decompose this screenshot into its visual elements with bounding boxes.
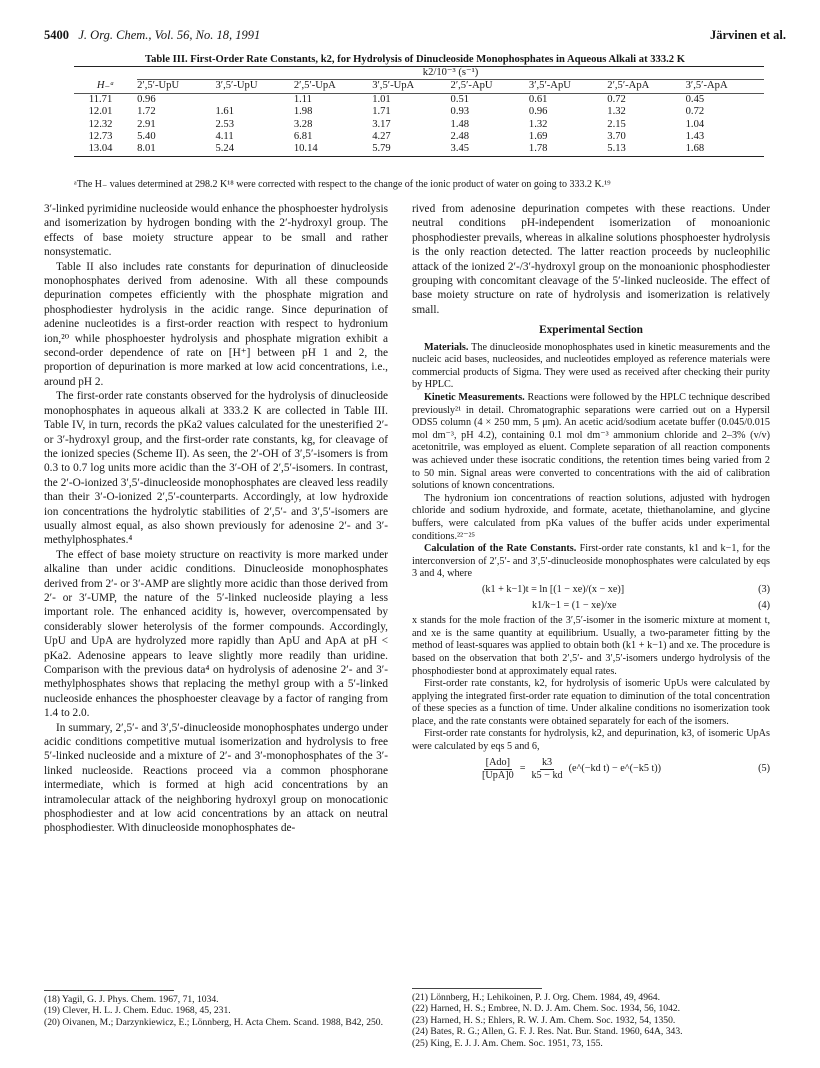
table-cell: 1.68 bbox=[686, 143, 764, 156]
running-authors: Järvinen et al. bbox=[709, 28, 786, 42]
reference-item: (18) Yagil, G. J. Phys. Chem. 1967, 71, 1034. bbox=[44, 994, 219, 1005]
eq5-lhs-denominator: [UpA]0 bbox=[482, 770, 514, 782]
after-equation-paragraph: x stands for the mole fraction of the 3′,5′-isomer in the isomeric mixture at moment t, and xe is the same quantity at equilibrium. Usually, a two-parameter fitting by the method of least-squares was applied to obtain both (k1 + k−1) and xe. The procedure is based on the observation that both 2′,5′- and 3′,5′-isomers undergo hydrolysis of the phosphodiester bond at approximately equal rates. bbox=[412, 615, 770, 677]
equation-5-number: (5) bbox=[758, 763, 770, 775]
eq5-lhs-numerator: [Ado] bbox=[484, 757, 512, 771]
cell-h: 12.01 bbox=[88, 106, 113, 118]
eq5-rhs-denominator: k5 − kd bbox=[531, 770, 563, 782]
table-cell: 1.32 bbox=[607, 106, 626, 118]
reference-item: (20) Oivanen, M.; Darzynkiewicz, E.; Lönnberg, H. Acta Chem. Scand. 1988, B42, 250. bbox=[44, 1016, 383, 1028]
page-number: 5400 bbox=[44, 28, 69, 42]
table-cell: 0.45 bbox=[685, 93, 705, 105]
reference-item: (23) Harned, H. S.; Ehlers, R. W. J. Am. Chem. Soc. 1932, 54, 1350. bbox=[412, 1014, 676, 1026]
table-cell: 3.45 bbox=[451, 143, 529, 156]
table-cell: 0.93 bbox=[450, 106, 470, 118]
table-cell: 1.78 bbox=[529, 143, 607, 156]
body-paragraph: The first-order rate constants observed for the hydrolysis of dinucleoside monophosphates in aqueous alkali at 333.2 K are collected in Table III. Table IV, in turn, records the pKa2 values calculated for the unesterified 2′- or 3′-hydroxyl group, and the first-order rate constants, kg, for cleavage of the ionized species (Scheme II). As seen, the 2′-OH of 3′,5′-isomers is from 0.3 to 0.7 log units more acidic than the 3′-OH of 2′,5′-isomers. In contrast, the 2′-O-ionized 3′,5′-dinucleoside monophosphates are cleaved less readily than their 3′-O-ionized 2′,5′-counterparts. Accordingly, at low hydroxide ion concentrations the hydrolytic stabilities of 2′,5′- and 3′,5′-isomers are usually almost equal, as also shown previously for adenosine 2′- and 3′-methylphosphates.⁴ bbox=[44, 390, 388, 547]
cell-h: 11.71 bbox=[88, 93, 113, 105]
cell-h: 12.32 bbox=[88, 118, 113, 130]
table-header-row bbox=[74, 80, 764, 93]
materials-text: The dinucleoside monophosphates used in kinetic measurements and the nucleic acid bases, nucleosides, and nucleotides employed as reference materials were commercial products of Sigma. They were used as received after checking their purity by HPLC. bbox=[412, 341, 770, 391]
table-cell: 3.70 bbox=[607, 131, 626, 143]
table-row bbox=[74, 131, 764, 143]
table-cell: 0.96 bbox=[528, 106, 548, 118]
reference-item: (22) Harned, H. S.; Embree, N. D. J. Am. Chem. Soc. 1934, 56, 1042. bbox=[412, 1003, 681, 1015]
materials-heading: Materials. bbox=[424, 341, 469, 353]
equation-3 bbox=[412, 584, 770, 597]
table-cell: 0.72 bbox=[607, 93, 626, 105]
kinetic-paragraph bbox=[412, 392, 770, 493]
page-header bbox=[44, 28, 786, 46]
body-paragraph: In summary, 2′,5′- and 3′,5′-dinucleoside monophosphates undergo under acidic conditions competitive mutual isomerization and hydrolysis to free 5′-linked nucleoside and a mixture of 2′- and 3′-monophosphates of the 3′-linked nucleoside. Reactions proceed via a common phosphorane intermediate, which is formed at high acid concentrations by an intramolecular attack of the neighboring hydroxyl group on monocationic phosphodiester and at low acid concentrations by an attack on neutral phosphodiester. With dinucleoside monophosphates de- bbox=[44, 721, 388, 835]
table-cell: 6.81 bbox=[293, 131, 313, 143]
table-cell: 2.53 bbox=[215, 118, 235, 130]
table-cell: 1.72 bbox=[137, 106, 156, 118]
table-cell: 1.71 bbox=[372, 106, 391, 118]
reference-item: (19) Clever, H. L. J. Chem. Educ. 1968, 45, 231. bbox=[44, 1005, 231, 1017]
eq5-rhs-numerator: k3 bbox=[540, 757, 554, 771]
table-cell: 2.91 bbox=[137, 118, 156, 130]
hydronium-paragraph: The hydronium ion concentrations of reaction solutions, adjusted with hydrogen chloride and sodium hydroxide, and formate, acetate, thiethanolamine, and glycine buffers, were calculated from pKa values of the buffer acids under experimental conditions.²²⁻²⁵ bbox=[412, 492, 770, 542]
col-header: 3′,5′-UpA bbox=[372, 80, 450, 93]
footnote-references-left bbox=[44, 982, 388, 1028]
col-header: 3′,5′-UpU bbox=[215, 80, 293, 93]
body-paragraph: 3′-linked pyrimidine nucleoside would enhance the phosphoester hydrolysis and isomerization by hydrogen bonding with the 2′-hydroxyl group. The effects of base moiety structure appear to be small and rather nonsystematic. bbox=[44, 203, 388, 259]
left-column bbox=[44, 202, 388, 836]
kinetic-text: Reactions were followed by the HPLC technique described previously²¹ in detail. Chromatographic separations were carried out on a Hypersil ODS5 column (4 × 250 mm, 5 μm). An acetic acid/sodium acetate buffer (0.045/0.015 mol dm⁻³, pH 4.2), containing 0.1 mol dm⁻³ ammonium chloride and 2–3% (v/v) acetonitrile, was employed as eluent. Complete separation of all reaction components was achieved under these isocratic conditions, the retention times being varied from 2 to 50 min. Signal areas were converted to concentrations with the aid of calibration solutions of known concentrations. bbox=[412, 392, 770, 492]
experimental-body bbox=[412, 342, 770, 783]
equation-4-expression: k1/k−1 = (1 − xe)/xe bbox=[532, 599, 617, 611]
table-row bbox=[74, 119, 764, 131]
reference-item: (24) Bates, R. G.; Allen, G. F. J. Res. Nat. Bur. Stand. 1960, 64A, 343. bbox=[412, 1026, 683, 1038]
table-body bbox=[74, 93, 764, 156]
table-cell: 0.96 bbox=[137, 93, 156, 105]
table-cell: 0.51 bbox=[450, 93, 470, 105]
equation-5-expression bbox=[482, 757, 661, 783]
equation-5 bbox=[412, 757, 770, 783]
right-column bbox=[412, 202, 770, 786]
table-cell: 4.27 bbox=[372, 131, 391, 143]
col-header: 3′,5′-ApA bbox=[686, 80, 764, 93]
kinetic-heading: Kinetic Measurements. bbox=[424, 392, 525, 404]
table-cell: 1.61 bbox=[215, 106, 235, 118]
header-left bbox=[44, 28, 260, 43]
equation-4-number: (4) bbox=[758, 599, 770, 611]
footnote-rule bbox=[44, 990, 174, 991]
rate-constant-table bbox=[74, 66, 764, 157]
table-cell: 4.11 bbox=[215, 131, 234, 143]
table-cell: 8.01 bbox=[137, 143, 215, 156]
body-paragraph: Table II also includes rate constants for depurination of dinucleoside monophosphates derived from adenosine. With all these compounds depurination competes efficiently with the phosphate migration and phosphodiester hydrolysis in the acidic range. Since depurination of adenine nucleotides is a first-order reaction with respect to hydronium ion,²⁰ while phosphoester hydrolysis and phosphate migration exhibit a second-order dependence of rate on [H⁺] between pH 1 and 2, the proportion of depurination is more marked at low acid concentrations, i.e., around pH 2. bbox=[44, 260, 388, 388]
cell-h: 13.04 bbox=[74, 143, 137, 156]
materials-paragraph bbox=[412, 342, 770, 392]
upu-paragraph: First-order rate constants, k2, for hydrolysis of isomeric UpUs were calculated by applying the integrated first-order rate equation to diminution of the total concentration of these species as a function of time. Under alkaline conditions no isomerization took place, and the rate constants were obtained separately for each of the isomers. bbox=[412, 678, 770, 727]
spanning-header: k2/10⁻³ (s⁻¹) bbox=[137, 67, 764, 80]
table-cell: 1.01 bbox=[372, 93, 391, 105]
calc-text: First-order rate constants, k1 and k−1, for the interconversion of 2′,5′- and 3′,5′-dinucleoside monophosphates were calculated by eqs 3 and 4, where bbox=[412, 543, 770, 580]
table-cell: 5.13 bbox=[607, 143, 685, 156]
col-header: 2′,5′-ApA bbox=[607, 80, 685, 93]
journal-citation: J. Org. Chem., Vol. 56, No. 18, 1991 bbox=[78, 28, 261, 42]
table-cell: 3.17 bbox=[372, 118, 391, 130]
table-cell: 1.04 bbox=[685, 118, 705, 130]
table-footnote: ᵃThe H₋ values determined at 298.2 K¹⁸ were corrected with respect to the change of the ionic product of water on going to 333.2 K.¹⁹ bbox=[74, 179, 611, 190]
col-header-h: H₋ᵃ bbox=[74, 80, 137, 93]
upa-paragraph: First-order rate constants for hydrolysis, k2, and depurination, k3, of isomeric UpAs were calculated by eqs 5 and 6, bbox=[412, 728, 770, 753]
calc-paragraph bbox=[412, 543, 770, 581]
table-cell: 3.28 bbox=[293, 118, 313, 130]
col-header: 2′,5′-ApU bbox=[451, 80, 529, 93]
body-paragraph: The effect of base moiety structure on reactivity is more marked under alkaline than under acidic conditions. Dinucleoside monophosphates derived from 2′- or 3′-AMP are slightly more acidic than those derived from 2′- or 3′-UMP, the nature of the 5′-linked nucleoside playing a less important role. The enhanced acidity is, however, overcompensated by considerably slower heterolysis of the former compounds. Accordingly, UpU and UpA are hydrolyzed more rapidly than ApU and ApA at pH < pKa2. Adenosine appears to leave slightly more readily than uridine. Comparison with the previous data⁴ on hydrolysis of adenosine 2′- and 3′-methylphosphates shows that replacing the methyl group with a 5′-linked nucleoside enhances the phosphoester cleavage by a factor of ranging from 1.4 to 2.0. bbox=[44, 548, 388, 720]
table-cell: 5.79 bbox=[372, 143, 450, 156]
table-cell: 1.32 bbox=[528, 118, 548, 130]
eq5-lhs-fraction bbox=[482, 757, 514, 783]
table-cell: 1.43 bbox=[685, 131, 705, 143]
footnote-references-right bbox=[412, 980, 770, 1049]
footnote-rule bbox=[412, 988, 542, 989]
equation-3-expression: (k1 + k−1)t = ln [(1 − xe)/(x − xe)] bbox=[482, 583, 625, 595]
table-row bbox=[74, 93, 764, 106]
section-heading: Experimental Section bbox=[539, 324, 643, 337]
table-row bbox=[74, 143, 764, 156]
data-table bbox=[74, 66, 764, 157]
table-cell: 2.48 bbox=[450, 131, 470, 143]
reference-item: (21) Lönnberg, H.; Lehikoinen, P. J. Org. Chem. 1984, 49, 4964. bbox=[412, 992, 660, 1003]
table-cell: 5.24 bbox=[215, 143, 293, 156]
col-header: 2′,5′-UpU bbox=[137, 80, 215, 93]
reference-item: (25) King, E. J. J. Am. Chem. Soc. 1951, 73, 155. bbox=[412, 1037, 603, 1049]
calc-heading: Calculation of the Rate Constants. bbox=[424, 543, 577, 555]
col-header: 2′,5′-UpA bbox=[294, 80, 372, 93]
table-cell: 5.40 bbox=[137, 131, 156, 143]
eq5-equals: = bbox=[519, 763, 526, 775]
table-spanning-header-row bbox=[74, 67, 764, 80]
table-cell: 0.72 bbox=[685, 106, 705, 118]
table-cell: 0.61 bbox=[528, 93, 548, 105]
equation-3-number: (3) bbox=[758, 583, 770, 595]
eq5-rhs-fraction bbox=[531, 757, 562, 783]
cell-h: 12.73 bbox=[88, 131, 113, 143]
col-header: 3′,5′-ApU bbox=[529, 80, 607, 93]
body-paragraph: rived from adenosine depurination competes with these reactions. Under neutral conditions pH-independent isomerization of monoanionic phosphodiester prevails, whereas in alkaline solutions phosphoester hydrolysis is the only reaction detected. The latter reaction proceeds by nucleophilic attack of the ionized 2′-/3′-hydroxyl group on the monoanionic phosphodiester grouping with concomitant cleavage of the 5′-linked nucleoside. The effect of base moiety structure on rate of hydrolysis and isomerization is relatively small. bbox=[412, 203, 770, 316]
eq5-exponential-term: (e^(−kd t) − e^(−k5 t)) bbox=[568, 763, 662, 775]
table-cell: 1.69 bbox=[528, 131, 548, 143]
table-cell: 10.14 bbox=[294, 143, 372, 156]
table-cell: 2.15 bbox=[607, 118, 626, 130]
table-cell: 1.98 bbox=[293, 106, 313, 118]
equation-4 bbox=[412, 600, 770, 613]
table-row bbox=[74, 106, 764, 118]
table-cell: 1.11 bbox=[293, 93, 312, 105]
table-caption: Table III. First-Order Rate Constants, k2, for Hydrolysis of Dinucleoside Monophosphates in Aqueous Alkali at 333.2 K bbox=[145, 54, 685, 65]
table-cell bbox=[215, 93, 293, 106]
table-cell: 1.48 bbox=[450, 118, 470, 130]
